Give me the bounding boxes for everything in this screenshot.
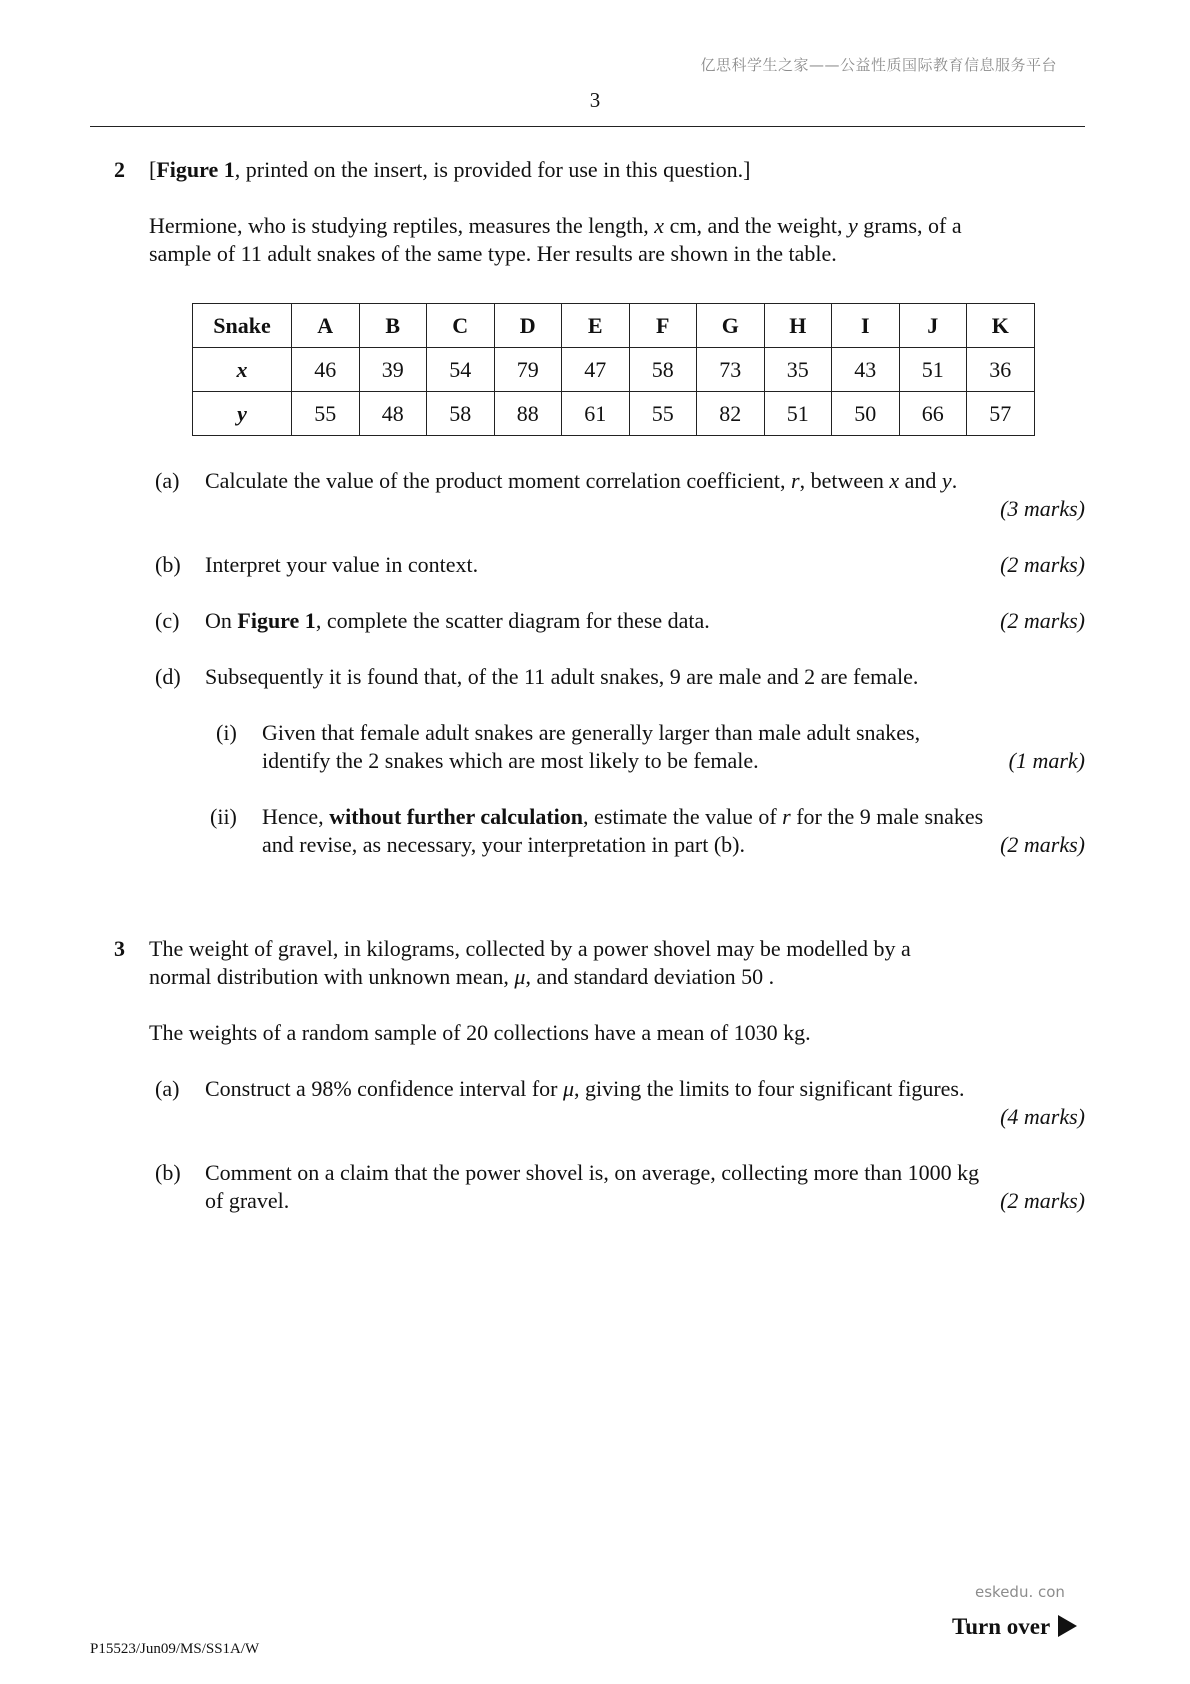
part-2c-label: (c) bbox=[155, 608, 180, 633]
table-cell: 47 bbox=[562, 348, 630, 392]
table-cell: 79 bbox=[494, 348, 562, 392]
table-cell: 57 bbox=[967, 392, 1035, 436]
part-3a-text: Construct a 98% confidence interval for μ, giving the limits to four significant figures. bbox=[205, 1076, 965, 1101]
table-cell: D bbox=[494, 304, 562, 348]
part-2dii-line2: and revise, as necessary, your interpretation in part (b). bbox=[262, 832, 746, 857]
part-2dii-marks: (2 marks) bbox=[1000, 832, 1085, 857]
part-2di-marks: (1 mark) bbox=[1008, 748, 1085, 773]
table-cell: I bbox=[832, 304, 900, 348]
table-cell: 48 bbox=[359, 392, 427, 436]
table-cell: 55 bbox=[292, 392, 360, 436]
table-cell: 50 bbox=[832, 392, 900, 436]
header-rule bbox=[90, 126, 1085, 127]
table-cell: F bbox=[629, 304, 697, 348]
part-2c-text: On Figure 1, complete the scatter diagram for these data. bbox=[205, 608, 710, 633]
site-watermark: eskedu. con bbox=[975, 1583, 1065, 1601]
part-2di-label: (i) bbox=[216, 720, 237, 745]
part-3b-marks: (2 marks) bbox=[1000, 1188, 1085, 1213]
table-cell: J bbox=[899, 304, 967, 348]
question-2-paragraph bbox=[149, 212, 1085, 268]
table-cell: 58 bbox=[427, 392, 495, 436]
table-cell: 88 bbox=[494, 392, 562, 436]
table-cell: H bbox=[764, 304, 832, 348]
part-2c-marks: (2 marks) bbox=[1000, 608, 1085, 633]
part-2b-marks: (2 marks) bbox=[1000, 552, 1085, 577]
question-2-paragraph-line2: sample of 11 adult snakes of the same type. Her results are shown in the table. bbox=[149, 241, 837, 266]
table-cell: 82 bbox=[697, 392, 765, 436]
table-cell: 61 bbox=[562, 392, 630, 436]
part-3b-line2: of gravel. bbox=[205, 1188, 290, 1213]
table-cell: 55 bbox=[629, 392, 697, 436]
table-cell: G bbox=[697, 304, 765, 348]
page-number: 3 bbox=[589, 88, 601, 112]
part-2d-text: Subsequently it is found that, of the 11 adult snakes, 9 are male and 2 are female. bbox=[205, 664, 919, 689]
part-2d-label: (d) bbox=[155, 664, 181, 689]
table-cell: 58 bbox=[629, 348, 697, 392]
part-2b-label: (b) bbox=[155, 552, 181, 577]
part-3b-label: (b) bbox=[155, 1160, 181, 1185]
table-cell: 36 bbox=[967, 348, 1035, 392]
table-header-cell: Snake bbox=[193, 304, 292, 348]
table-cell: 51 bbox=[764, 392, 832, 436]
part-2di-line1: Given that female adult snakes are generally larger than male adult snakes, bbox=[262, 720, 921, 745]
snake-data-table bbox=[192, 303, 1035, 436]
part-2a-text: Calculate the value of the product moment correlation coefficient, r, between x and y. bbox=[205, 468, 958, 493]
table-cell: K bbox=[967, 304, 1035, 348]
table-cell: 54 bbox=[427, 348, 495, 392]
part-2a-label: (a) bbox=[155, 468, 180, 493]
table-row-label: x bbox=[193, 348, 292, 392]
table-cell: 73 bbox=[697, 348, 765, 392]
part-2b-text: Interpret your value in context. bbox=[205, 552, 479, 577]
question-2-paragraph-line1: Hermione, who is studying reptiles, measures the length, x cm, and the weight, y grams, of a bbox=[149, 213, 962, 238]
watermark-text: 亿思科学生之家——公益性质国际教育信息服务平台 bbox=[700, 56, 1057, 74]
table-cell: E bbox=[562, 304, 630, 348]
part-2di-line2: identify the 2 snakes which are most likely to be female. bbox=[262, 748, 759, 773]
question-3-number: 3 bbox=[114, 936, 125, 961]
table-row-label: y bbox=[193, 392, 292, 436]
table-header-row bbox=[193, 304, 1035, 348]
question-3-line2: normal distribution with unknown mean, μ, and standard deviation 50 . bbox=[149, 964, 775, 989]
question-3-line1: The weight of gravel, in kilograms, collected by a power shovel may be modelled by a bbox=[149, 936, 911, 961]
question-2-intro: [Figure 1, printed on the insert, is provided for use in this question.] bbox=[149, 157, 751, 182]
table-cell: 43 bbox=[832, 348, 900, 392]
table-row-x bbox=[193, 348, 1035, 392]
part-3a-marks: (4 marks) bbox=[1000, 1104, 1085, 1129]
table-cell: B bbox=[359, 304, 427, 348]
turn-over-label: Turn over bbox=[952, 1614, 1077, 1640]
part-3b-line1: Comment on a claim that the power shovel is, on average, collecting more than 1000 kg bbox=[205, 1160, 980, 1185]
part-2dii-label: (ii) bbox=[210, 804, 237, 829]
paper-code: P15523/Jun09/MS/SS1A/W bbox=[90, 1641, 260, 1657]
table-cell: 39 bbox=[359, 348, 427, 392]
part-2dii-line1: Hence, without further calculation, estimate the value of r for the 9 male snakes bbox=[262, 804, 984, 829]
table-cell: 46 bbox=[292, 348, 360, 392]
part-2a-marks: (3 marks) bbox=[1000, 496, 1085, 521]
question-3-paragraph: The weights of a random sample of 20 collections have a mean of 1030 kg. bbox=[149, 1020, 811, 1045]
table-cell: 51 bbox=[899, 348, 967, 392]
table-row-y bbox=[193, 392, 1035, 436]
question-2-number: 2 bbox=[114, 157, 125, 182]
part-3a-label: (a) bbox=[155, 1076, 180, 1101]
table-cell: 66 bbox=[899, 392, 967, 436]
table-cell: 35 bbox=[764, 348, 832, 392]
right-arrow-icon bbox=[1058, 1615, 1077, 1637]
table-cell: A bbox=[292, 304, 360, 348]
table-cell: C bbox=[427, 304, 495, 348]
